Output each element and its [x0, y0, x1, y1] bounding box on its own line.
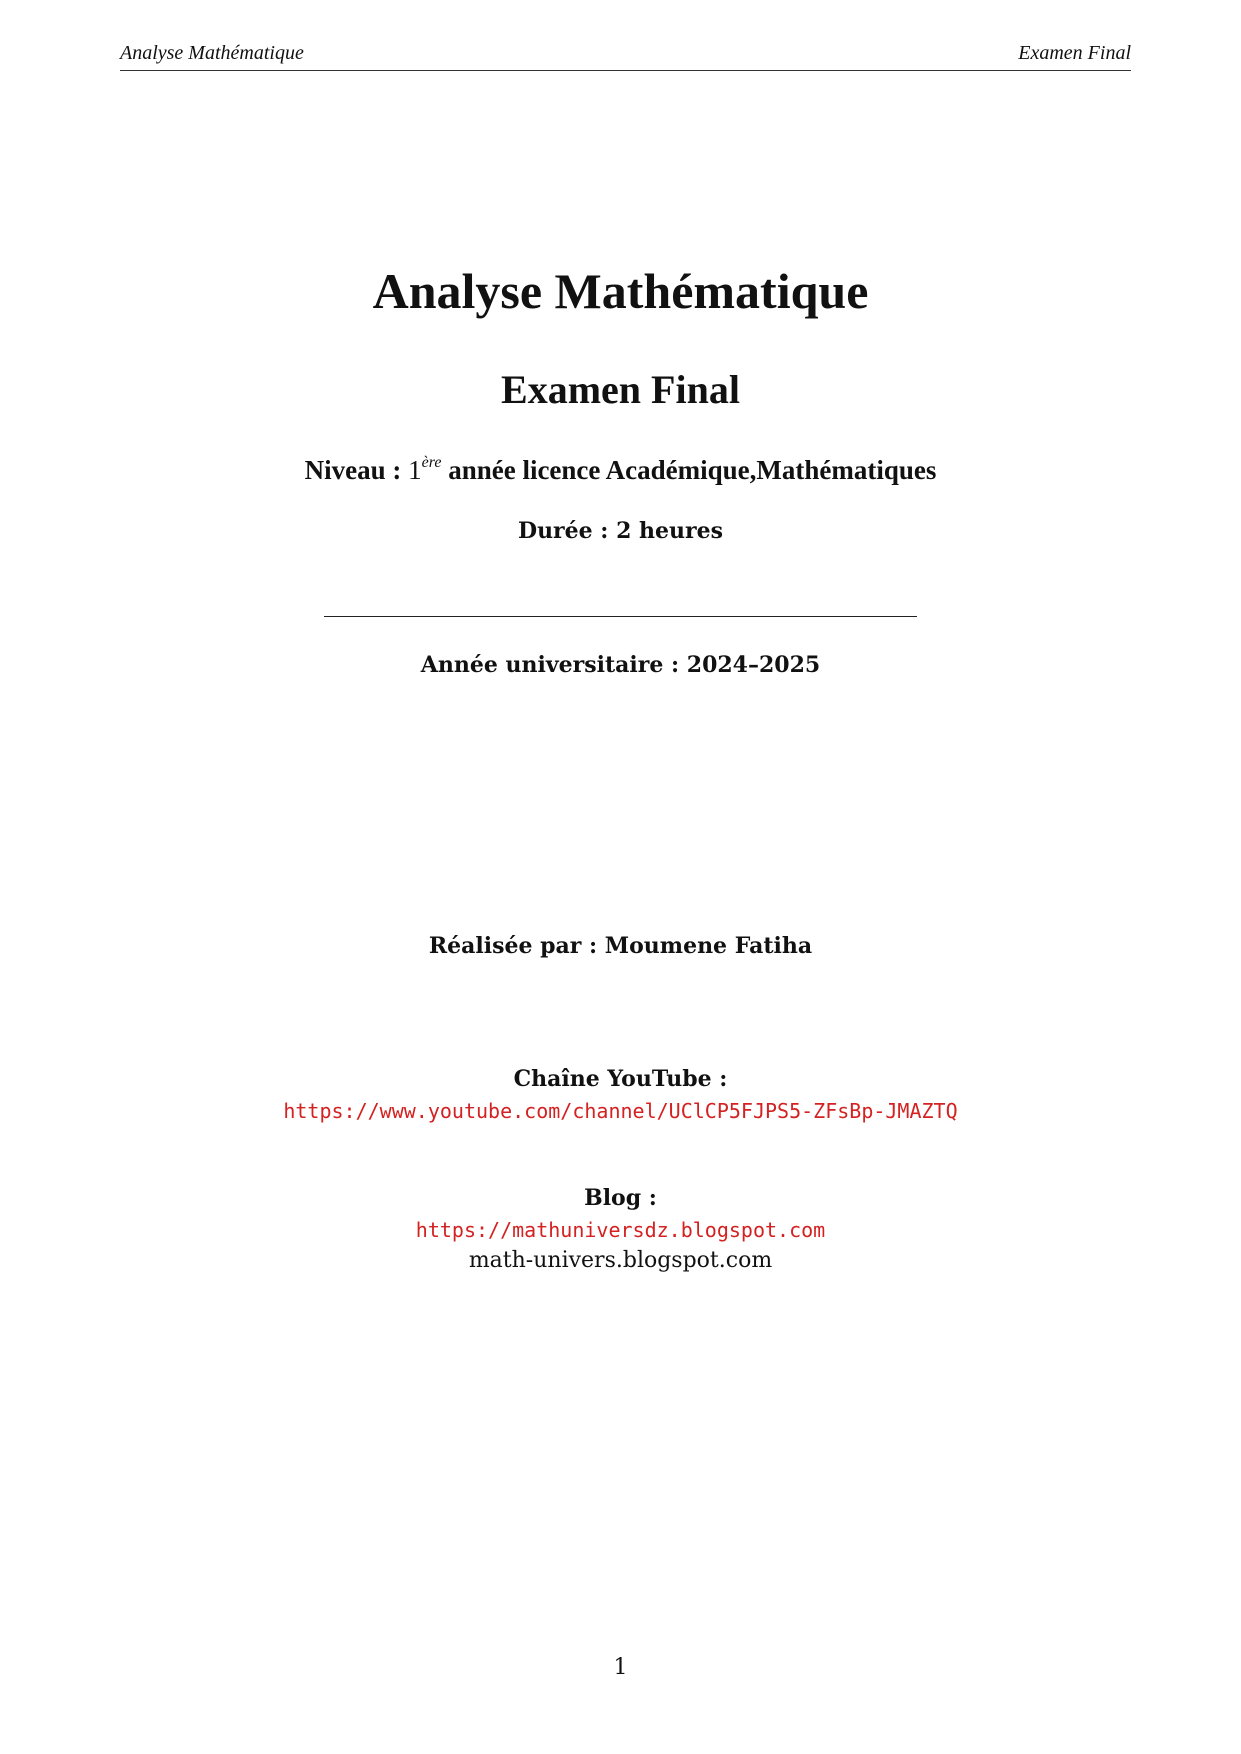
niveau-line	[0, 455, 1241, 486]
blog-link[interactable]: https://mathuniversdz.blogspot.com	[415, 1218, 826, 1242]
running-header	[120, 40, 1131, 71]
duration-text: Durée : 2 heures	[517, 518, 724, 544]
niveau-label: Niveau :	[304, 455, 402, 485]
niveau-ordinal-number: 1	[408, 455, 422, 485]
author-line: Réalisée par : Moumene Fatiha	[428, 933, 813, 959]
blog-link-row	[0, 1218, 1241, 1242]
youtube-link-row	[0, 1099, 1241, 1123]
document-subtitle: Examen Final	[501, 367, 740, 412]
blog-alt-address: math-univers.blogspot.com	[468, 1248, 773, 1273]
header-right-title: Examen Final	[1018, 42, 1131, 64]
niveau-text: année licence Académique,Mathématiques	[448, 455, 937, 485]
page-number: 1	[613, 1655, 628, 1680]
niveau-ordinal-suffix: ère	[421, 454, 442, 471]
header-left-title: Analyse Mathématique	[120, 42, 304, 64]
academic-year: Année universitaire : 2024–2025	[420, 652, 821, 678]
document-title: Analyse Mathématique	[372, 263, 869, 319]
youtube-link[interactable]: https://www.youtube.com/channel/UClCP5FJPS5-ZFsBp-JMAZTQ	[283, 1099, 958, 1123]
horizontal-divider	[324, 616, 917, 617]
youtube-label: Chaîne YouTube :	[513, 1066, 728, 1092]
blog-label: Blog :	[584, 1185, 657, 1211]
